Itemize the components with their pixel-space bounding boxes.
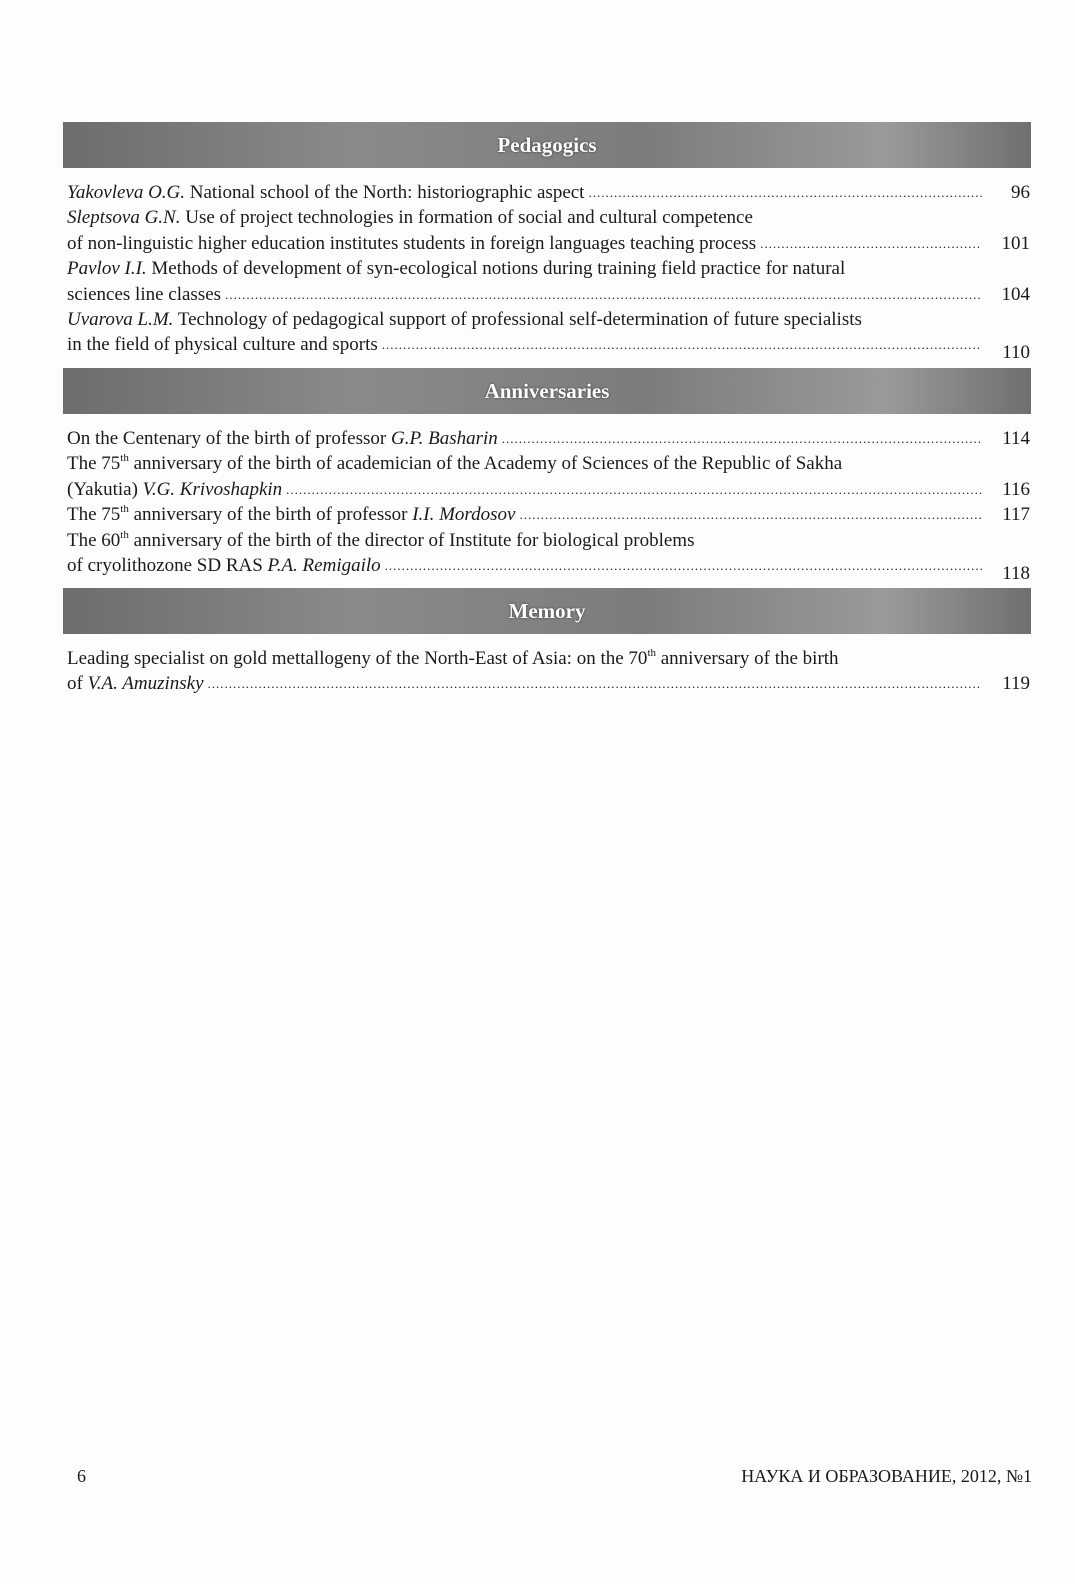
toc-line-text xyxy=(67,426,498,451)
section-entries-pedagogics xyxy=(67,180,1030,364)
author-name: I.I. Mordosov xyxy=(412,504,516,526)
title-text: Leading specialist on gold mettallogeny of the North-East of Asia: on the 70 xyxy=(67,648,648,669)
section-header-memory xyxy=(63,588,1031,634)
dot-leader xyxy=(286,477,982,502)
toc-entry xyxy=(67,180,1030,205)
author-name: V.G. Krivoshapkin xyxy=(142,478,283,500)
title-text: sciences line classes xyxy=(67,283,222,305)
title-text: The 75 xyxy=(67,453,121,475)
toc-line-text xyxy=(67,477,282,502)
toc-line-text xyxy=(67,332,378,357)
title-text: of xyxy=(67,673,88,695)
author-name: G.P. Basharin xyxy=(390,428,498,449)
toc-line xyxy=(67,307,1030,332)
toc-line-text xyxy=(67,502,515,527)
entry-page-number: 110 xyxy=(1002,342,1030,364)
toc-line xyxy=(67,671,1030,696)
title-text: National school of the North: historiographic aspect xyxy=(185,182,585,203)
toc-line xyxy=(67,256,1030,281)
toc-line xyxy=(67,426,1030,451)
entry-page-number: 118 xyxy=(1002,562,1030,584)
toc-line xyxy=(67,282,1030,307)
toc-line xyxy=(67,646,1030,671)
title-text: anniversary of the birth of professor xyxy=(128,504,413,526)
dot-leader xyxy=(519,502,982,527)
title-text: anniversary of the birth xyxy=(656,648,839,669)
entry-page-number: 117 xyxy=(1002,504,1030,526)
dot-leader xyxy=(502,426,982,451)
journal-title: НАУКА И ОБРАЗОВАНИЕ, 2012, №1 xyxy=(741,1466,1032,1486)
entry-page-number: 116 xyxy=(1002,478,1030,500)
title-text: On the Centenary of the birth of professor xyxy=(67,428,391,449)
toc-line xyxy=(67,477,1030,502)
entry-page-number: 104 xyxy=(1001,283,1030,305)
toc-line xyxy=(67,553,1030,584)
section-title: Anniversaries xyxy=(484,378,610,403)
title-text: (Yakutia) xyxy=(67,478,143,500)
toc-entry xyxy=(67,502,1030,527)
dot-leader xyxy=(385,553,982,578)
toc-line-text xyxy=(67,671,204,696)
author-name: Pavlov I.I. xyxy=(67,258,147,280)
entry-page-number: 96 xyxy=(1011,182,1030,203)
toc-line xyxy=(67,451,1030,476)
ordinal-suffix: th xyxy=(120,452,129,465)
title-text: anniversary of the birth of academician of the Academy of Sciences of the Republic of Sakha xyxy=(128,453,843,475)
toc-line xyxy=(67,180,1030,205)
section-entries-memory xyxy=(67,646,1030,697)
entry-page-number: 101 xyxy=(1001,232,1030,254)
dot-leader xyxy=(760,231,982,256)
toc-line-text xyxy=(67,231,756,256)
entry-page-number: 114 xyxy=(1002,428,1030,449)
title-text: of cryolithozone SD RAS xyxy=(67,554,268,576)
author-name: Yakovleva O.G. xyxy=(67,182,186,203)
toc-line xyxy=(67,205,1030,230)
toc-entry xyxy=(67,451,1030,502)
toc-line-text xyxy=(67,528,694,553)
title-text: Methods of development of syn-ecological notions during training field practice for natural xyxy=(146,258,846,280)
ordinal-suffix: th xyxy=(120,528,129,541)
toc-line xyxy=(67,332,1030,364)
section-header-anniversaries xyxy=(63,368,1031,414)
toc-line xyxy=(67,528,1030,553)
toc-line-text xyxy=(67,307,862,332)
dot-leader xyxy=(208,671,982,696)
section-header-pedagogics xyxy=(63,122,1031,168)
toc-entry xyxy=(67,307,1030,364)
toc-line xyxy=(67,502,1030,527)
toc-entry xyxy=(67,528,1030,584)
toc-line-text xyxy=(67,451,842,476)
title-text: in the field of physical culture and sports xyxy=(67,334,378,356)
toc-entry xyxy=(67,205,1030,256)
title-text: Technology of pedagogical support of professional self-determination of future specialists xyxy=(173,308,862,330)
author-name: V.A. Amuzinsky xyxy=(87,673,204,695)
toc-entry xyxy=(67,426,1030,451)
dot-leader xyxy=(588,180,982,205)
title-text: The 75 xyxy=(67,504,121,526)
author-name: Sleptsova G.N. xyxy=(67,207,181,229)
ordinal-suffix: th xyxy=(120,503,129,516)
title-text: Use of project technologies in formation of social and cultural competence xyxy=(180,207,753,229)
title-text: anniversary of the birth of the director of Institute for biological problems xyxy=(128,529,695,551)
section-entries-anniversaries xyxy=(67,426,1030,584)
toc-entry xyxy=(67,256,1030,307)
page-number: 6 xyxy=(77,1466,86,1486)
section-title: Pedagogics xyxy=(497,132,597,157)
ordinal-suffix: th xyxy=(647,647,656,659)
toc-line-text xyxy=(67,646,839,671)
dot-leader xyxy=(225,282,982,307)
toc-entry xyxy=(67,646,1030,697)
section-title: Memory xyxy=(508,598,586,623)
dot-leader xyxy=(382,332,982,357)
entry-page-number: 119 xyxy=(1002,673,1030,695)
toc-line-text xyxy=(67,553,381,578)
toc-line-text xyxy=(67,205,753,230)
author-name: Uvarova L.M. xyxy=(67,308,174,330)
author-name: P.A. Remigailo xyxy=(267,554,381,576)
toc-line xyxy=(67,231,1030,256)
toc-line-text xyxy=(67,180,584,205)
toc-line-text xyxy=(67,256,845,281)
title-text: of non-linguistic higher education institutes students in foreign languages teaching process xyxy=(67,232,757,254)
toc-line-text xyxy=(67,282,221,307)
title-text: The 60 xyxy=(67,529,121,551)
